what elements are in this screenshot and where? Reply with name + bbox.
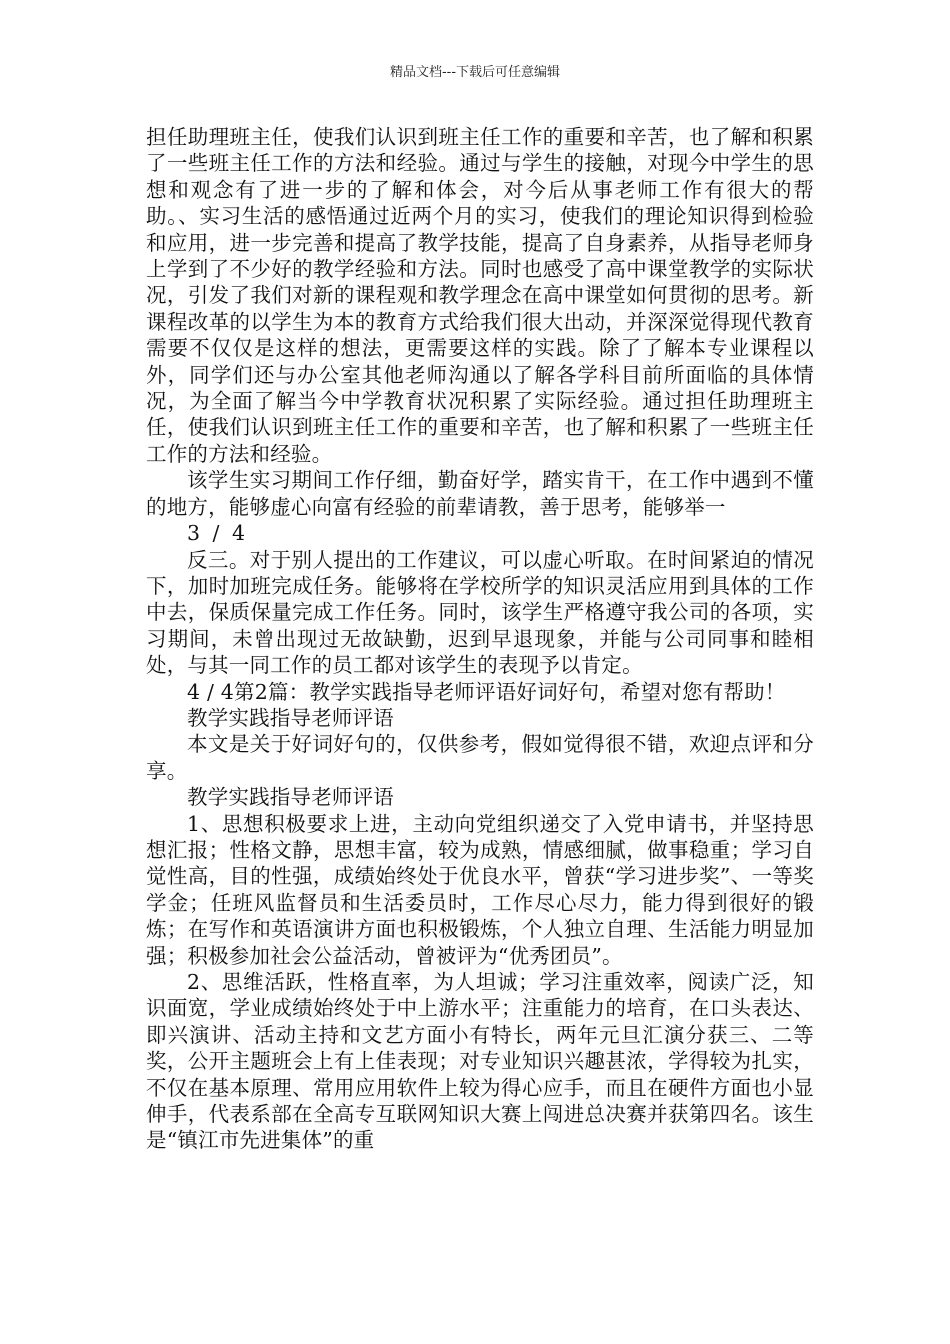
paragraph-intro: 本文是关于好词好句的，仅供参考，假如觉得很不错，欢迎点评和分享。 [146, 732, 814, 783]
paragraph-evaluation-part2: 反三。对于别人提出的工作建议，可以虚心听取。在时间紧迫的情况下，加时加班完成任务。能够将在学校所学的知识灵活应用到具体的工作中去，保质保量完成工作任务。同时，该学生严格遵守我公司的各项，实习期间，未曾出现过无故缺勤，迟到早退现象，并能与公司同事和睦相处，与其一同工作的员工都对该学生的表现予以肯定。 [146, 547, 814, 678]
paragraph-title-1: 教学实践指导老师评语 [187, 705, 394, 730]
paragraph-comment-1: 1、思想积极要求上进，主动向党组织递交了入党申请书，并坚持思想汇报；性格文静，思想丰富，较为成熟，情感细腻，做事稳重；学习自觉性高，目的性强，成绩始终处于优良水平，曾获“学习进步奖”、一等奖学金；任班风监督员和生活委员时，工作尽心尽力，能力得到很好的锻炼；在写作和英语演讲方面也积极锻炼，个人独立自理、生活能力明显加强；积极参加社会公益活动，曾被评为“优秀团员”。 [146, 811, 814, 968]
document-body [146, 124, 814, 1154]
page-header: 精品文档---下载后可任意编辑 [389, 65, 561, 80]
paragraph-comment-2: 2、思维活跃，性格直率，为人坦诚；学习注重效率，阅读广泛，知识面宽，学业成绩始终处于中上游水平；注重能力的培育，在口头表达、即兴演讲、活动主持和文艺方面小有特长，两年元旦汇演分获三、二等奖，公开主题班会上有上佳表现；对专业知识兴趣甚浓，学得较为扎实，不仅在基本原理、常用应用软件上较为得心应手，而且在硬件方面也小显伸手，代表系部在全高专互联网知识大赛上闯进总决赛并获第四名。该生是“镇江市先进集体”的重 [146, 970, 814, 1153]
paragraph-evaluation-part1: 该学生实习期间工作仔细，勤奋好学，踏实肯干，在工作中遇到不懂的地方，能够虚心向富有经验的前辈请教，善于思考，能够举一 [146, 468, 814, 519]
paragraph-section2-heading: 4 / 4第2篇：教学实践指导老师评语好词好句，希望对您有帮助！ [187, 679, 786, 704]
paragraph-title-2: 教学实践指导老师评语 [187, 785, 394, 810]
paragraph-internship-reflection: 担任助理班主任，使我们认识到班主任工作的重要和辛苦，也了解和积累了一些班主任工作的方法和经验。通过与学生的接触，对现今中学生的思想和观念有了进一步的了解和体会，对今后从事老师工作有很大的帮助。、实习生活的感悟通过近两个月的实习，使我们的理论知识得到检验和应用，进一步完善和提高了教学技能，提高了自身素养，从指导老师身上学到了不少好的教学经验和方法。同时也感受了高中课堂教学的实际状况，引发了我们对新的课程观和教学理念在高中课堂如何贯彻的思考。新课程改革的以学生为本的教育方式给我们很大出动，并深深觉得现代教育需要不仅仅是这样的想法，更需要这样的实践。除了了解本专业课程以外，同学们还与办公室其他老师沟通以了解各学科目前所面临的具体情况，为全面了解当今中学教育状况积累了实际经验。通过担任助理班主任，使我们认识到班主任工作的重要和辛苦，也了解和积累了一些班主任工作的方法和经验。 [146, 125, 814, 466]
page-number-3: 3 / 4 [187, 521, 249, 546]
